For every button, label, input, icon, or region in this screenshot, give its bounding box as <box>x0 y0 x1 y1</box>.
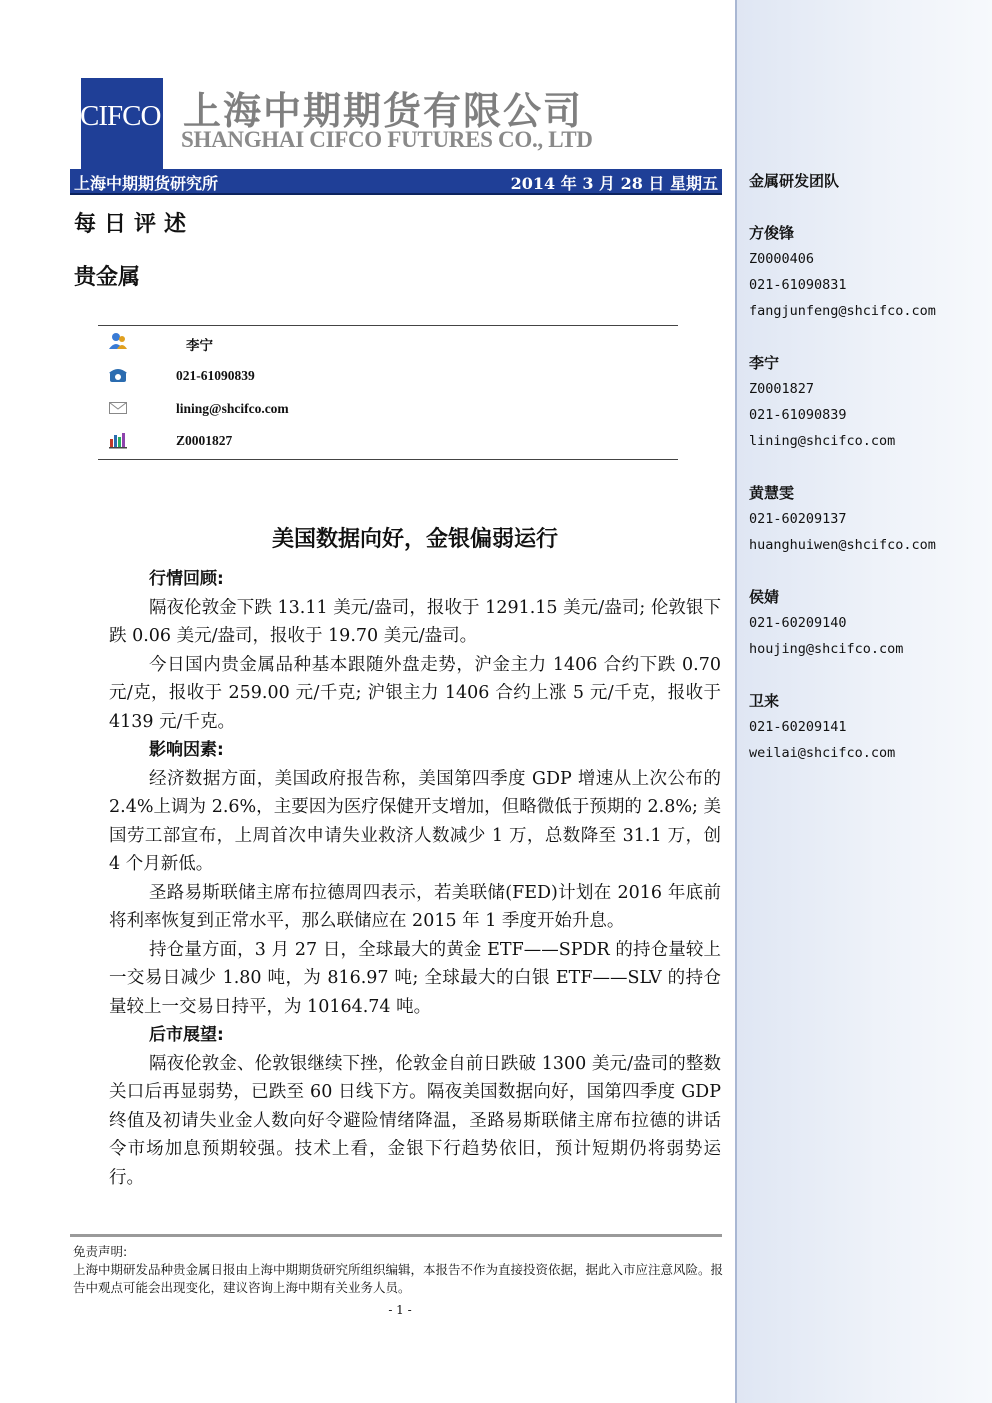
company-name-cn: 上海中期期货有限公司 <box>183 89 584 133</box>
institute-name: 上海中期期货研究所 <box>74 174 219 193</box>
member-phone: 021-60209137 <box>749 511 847 527</box>
member-email[interactable]: weilai@shcifco.com <box>749 745 896 761</box>
paragraph: 经济数据方面，美国政府报告称，美国第四季度 GDP 增速从上次公布的 2.4%上调为 2.6%，主要因为医疗保健开支增加，但略微低于预期的 2.8%; 美国劳工部宣布，上周首次申请失业救济人数减少 1 万，总数降至 31.1 万，创 4 个月新低。 <box>109 768 721 874</box>
analyst-contact-box <box>98 325 678 460</box>
paragraph: 隔夜伦敦金、伦敦银继续下挫，伦敦金自前日跌破 1300 美元/盎司的整数关口后再显弱势，已跌至 60 日线下方。隔夜美国数据向好，国第四季度 GDP 终值及初请失业金人数向好令避险情绪降温，圣路易斯联储主席布拉德的讲话令市场加息预期较强。技术上看，金银下行趋势依旧，预计短期仍将弱势运行。 <box>109 1053 721 1188</box>
member-phone: 021-60209140 <box>749 615 847 631</box>
report-date: 2014 年 3 月 28 日 星期五 <box>510 174 718 193</box>
phone-icon <box>108 366 128 384</box>
team-member <box>749 350 895 454</box>
analyst-name: 李宁 <box>186 338 213 353</box>
analyst-email[interactable]: lining@shcifco.com <box>176 401 289 416</box>
disclaimer-title: 免责声明: <box>73 1244 128 1259</box>
page-number: - 1 - <box>388 1303 412 1317</box>
analyst-phone: 021-61090839 <box>176 368 255 383</box>
mail-icon <box>108 399 128 417</box>
logo-text: CIFCO <box>80 100 161 132</box>
team-member <box>749 584 903 662</box>
sidebar-title: 金属研发团队 <box>749 172 840 190</box>
paragraph: 持仓量方面，3 月 27 日，全球最大的黄金 ETF——SPDR 的持仓量较上一交易日减少 1.80 吨，为 816.97 吨; 全球最大的白银 ETF——SLV 的持仓量较上一交易日持平，为 10164.74 吨。 <box>109 939 721 1017</box>
team-member <box>749 688 895 766</box>
member-email[interactable]: houjing@shcifco.com <box>749 641 904 657</box>
member-name: 侯婧 <box>749 588 780 606</box>
member-email[interactable]: huanghuiwen@shcifco.com <box>749 537 936 553</box>
chart-icon <box>108 431 128 449</box>
member-license: Z0000406 <box>749 251 815 267</box>
member-phone: 021-60209141 <box>749 719 847 735</box>
footer-divider <box>70 1234 722 1237</box>
member-email[interactable]: fangjunfeng@shcifco.com <box>749 303 936 319</box>
analyst-license: Z0001827 <box>176 433 233 448</box>
paragraph: 圣路易斯联储主席布拉德周四表示，若美联储(FED)计划在 2016 年底前将利率恢复到正常水平，那么联储应在 2015 年 1 季度开始升息。 <box>109 882 721 931</box>
team-sidebar <box>735 0 992 1403</box>
paragraph: 今日国内贵金属品种基本跟随外盘走势，沪金主力 1406 合约下跌 0.70 元/克，报收于 259.00 元/千克; 沪银主力 1406 合约上涨 5 元/千克，报收于 4139 元/千克。 <box>109 654 721 732</box>
member-name: 黄慧雯 <box>749 484 795 502</box>
section-title-outlook: 后市展望: <box>149 1025 224 1045</box>
member-phone: 021-61090839 <box>749 407 847 423</box>
member-license: Z0001827 <box>749 381 815 397</box>
report-category: 贵金属 <box>74 264 141 290</box>
header-bar <box>70 169 722 195</box>
paragraph: 隔夜伦敦金下跌 13.11 美元/盎司，报收于 1291.15 美元/盎司; 伦敦银下跌 0.06 美元/盎司，报收于 19.70 美元/盎司。 <box>109 597 721 646</box>
disclaimer-text: 上海中期研发品种贵金属日报由上海中期期货研究所组织编辑，本报告不作为直接投资依据，据此入市应注意风险。报告中观点可能会出现变化，建议咨询上海中期有关业务人员。 <box>73 1262 724 1295</box>
member-name: 方俊锋 <box>749 224 795 242</box>
member-name: 李宁 <box>749 354 780 372</box>
company-name-en: SHANGHAI CIFCO FUTURES CO., LTD <box>181 127 593 152</box>
section-title-factors: 影响因素: <box>149 740 224 760</box>
report-body <box>109 565 721 1192</box>
member-email[interactable]: lining@shcifco.com <box>749 433 896 449</box>
member-name: 卫来 <box>749 692 780 710</box>
report-headline: 美国数据向好，金银偏弱运行 <box>271 527 558 552</box>
team-member <box>749 220 936 324</box>
disclaimer <box>73 1243 723 1297</box>
person-icon <box>108 332 128 350</box>
member-phone: 021-61090831 <box>749 277 847 293</box>
report-type: 每日评述 <box>74 211 195 237</box>
section-title-review: 行情回顾: <box>149 569 224 589</box>
